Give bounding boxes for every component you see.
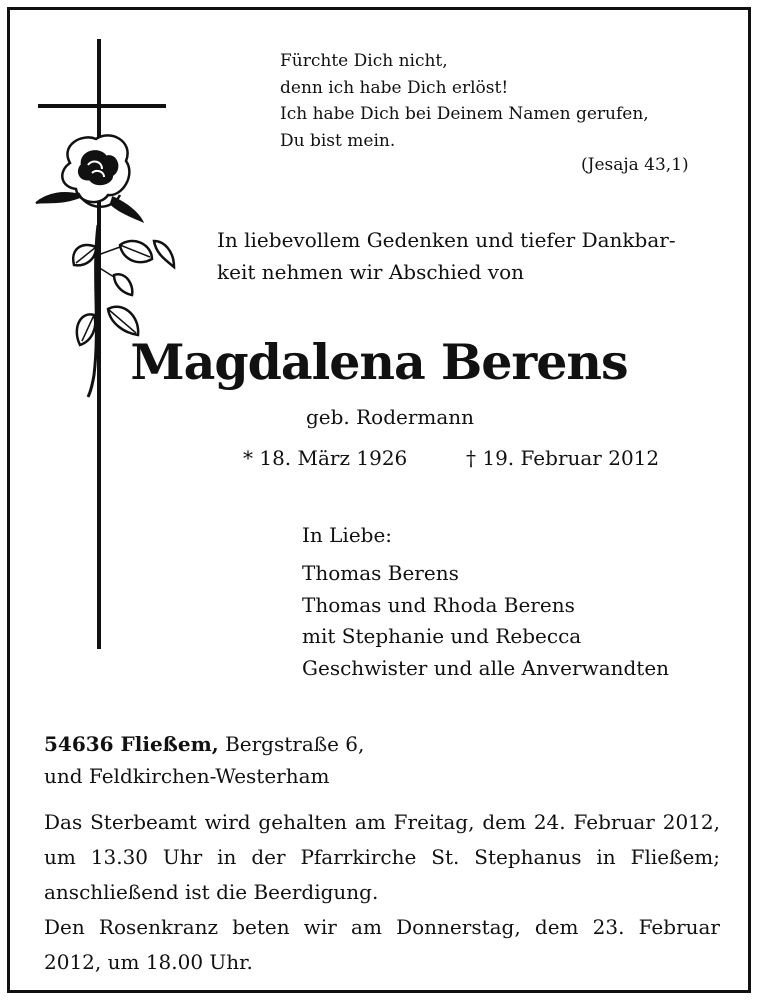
address-street: Bergstraße 6,: [218, 732, 365, 756]
deceased-name: Magdalena Berens: [130, 333, 628, 391]
mourners-heading: In Liebe:: [302, 523, 393, 547]
mourner-line: Geschwister und alle Anverwandten: [302, 655, 670, 680]
requiem-notice: Das Sterbeamt wird gehalten am Freitag, dem 24. Februar 2012, um 13.30 Uhr in der Pfarrkirche St. Stephanus in Fließem; anschließend ist die Beerdigung.: [44, 810, 720, 904]
mourner-line: mit Stephanie und Rebecca: [302, 624, 582, 648]
address-place: 54636 Fließem,: [44, 732, 219, 756]
address-line-2: und Feldkirchen-Westerham: [44, 764, 330, 788]
maiden-name: geb. Rodermann: [305, 405, 475, 429]
intro-text: [217, 224, 676, 288]
verse-reference: (Jesaja 43,1): [581, 155, 689, 175]
address-line: [44, 728, 364, 760]
obituary-frame: [7, 7, 751, 993]
verse-line: Du bist mein.: [280, 130, 396, 151]
verse-line: denn ich habe Dich erlöst!: [280, 77, 509, 98]
mourner-line: Thomas Berens: [302, 561, 459, 585]
verse-line: Fürchte Dich nicht,: [280, 51, 448, 71]
rosary-notice: Den Rosenkranz beten wir am Donnerstag, dem 23. Februar 2012, um 18.00 Uhr.: [44, 915, 720, 974]
bible-verse: [280, 48, 689, 175]
address: [44, 728, 364, 792]
birth-date: * 18. März 1926: [243, 446, 408, 470]
mourner-line: Thomas und Rhoda Berens: [302, 592, 575, 617]
mourners-list: [302, 558, 669, 684]
death-date: † 19. Februar 2012: [466, 446, 660, 470]
verse-line: Ich habe Dich bei Deinem Namen gerufen,: [280, 104, 649, 124]
intro-line: keit nehmen wir Abschied von: [217, 260, 525, 284]
intro-line: In liebevollem Gedenken und tiefer Dankbar-: [217, 228, 676, 252]
